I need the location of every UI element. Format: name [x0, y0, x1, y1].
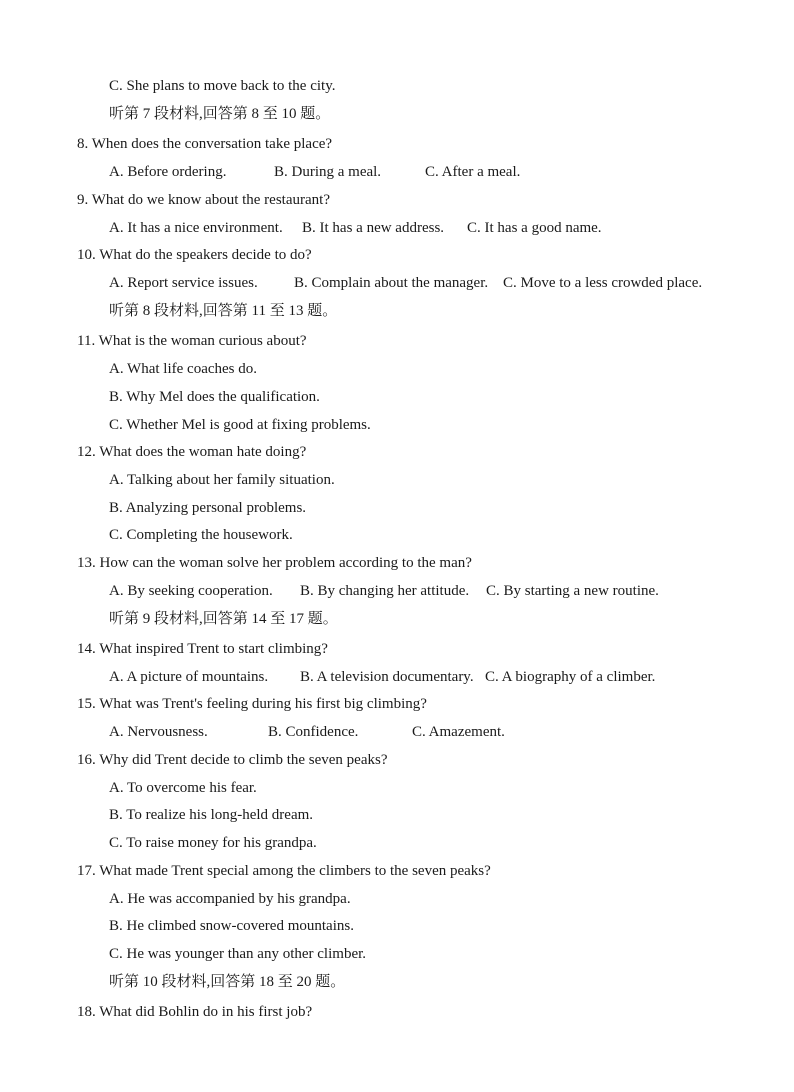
question-8: 8. When does the conversation take place? — [77, 136, 333, 152]
option-c: C. He was younger than any other climber. — [109, 946, 367, 962]
option-b: B. Why Mel does the qualification. — [109, 389, 320, 405]
question-10: 10. What do the speakers decide to do? — [77, 247, 312, 263]
option-a: A. It has a nice environment. — [109, 220, 283, 236]
option-a: A. By seeking cooperation. — [109, 583, 273, 599]
option-a: A. Nervousness. — [109, 724, 208, 740]
option-c: C. Completing the housework. — [109, 527, 293, 543]
option-b: B. Confidence. — [268, 724, 359, 740]
option-b: B. To realize his long-held dream. — [109, 807, 314, 823]
question-9: 9. What do we know about the restaurant? — [77, 192, 330, 208]
question-13: 13. How can the woman solve her problem according to the man? — [77, 555, 472, 571]
option-c: C. A biography of a climber. — [485, 669, 656, 685]
question-12: 12. What does the woman hate doing? — [77, 444, 307, 460]
option-line: C. She plans to move back to the city. — [109, 78, 336, 94]
question-16: 16. Why did Trent decide to climb the seven peaks? — [77, 752, 388, 768]
section-instruction: 听第 9 段材料,回答第 14 至 17 题。 — [109, 611, 338, 627]
option-a: A. Report service issues. — [109, 275, 258, 291]
option-b: B. During a meal. — [274, 164, 382, 180]
option-b: B. It has a new address. — [302, 220, 445, 236]
option-c: C. Move to a less crowded place. — [503, 275, 703, 291]
question-14: 14. What inspired Trent to start climbing? — [77, 641, 328, 657]
question-18: 18. What did Bohlin do in his first job? — [77, 1004, 313, 1020]
question-15: 15. What was Trent's feeling during his first big climbing? — [77, 696, 427, 712]
option-c: C. Amazement. — [412, 724, 505, 740]
option-c: C. By starting a new routine. — [486, 583, 659, 599]
option-b: B. Complain about the manager. — [294, 275, 489, 291]
option-a: A. Before ordering. — [109, 164, 227, 180]
option-a: A. Talking about her family situation. — [109, 472, 335, 488]
option-c: C. Whether Mel is good at fixing problems. — [109, 417, 371, 433]
section-instruction: 听第 7 段材料,回答第 8 至 10 题。 — [109, 106, 331, 122]
option-a: A. He was accompanied by his grandpa. — [109, 891, 351, 907]
option-b: B. Analyzing personal problems. — [109, 500, 307, 516]
section-instruction: 听第 10 段材料,回答第 18 至 20 题。 — [109, 974, 346, 990]
option-a: A. A picture of mountains. — [109, 669, 269, 685]
question-17: 17. What made Trent special among the climbers to the seven peaks? — [77, 863, 491, 879]
option-b: B. By changing her attitude. — [300, 583, 470, 599]
option-b: B. He climbed snow-covered mountains. — [109, 918, 354, 934]
option-a: A. What life coaches do. — [109, 361, 258, 377]
option-b: B. A television documentary. — [300, 669, 474, 685]
option-c: C. It has a good name. — [467, 220, 602, 236]
option-c: C. After a meal. — [425, 164, 521, 180]
question-11: 11. What is the woman curious about? — [77, 333, 307, 349]
option-c: C. To raise money for his grandpa. — [109, 835, 317, 851]
option-a: A. To overcome his fear. — [109, 780, 257, 796]
section-instruction: 听第 8 段材料,回答第 11 至 13 题。 — [109, 303, 338, 319]
